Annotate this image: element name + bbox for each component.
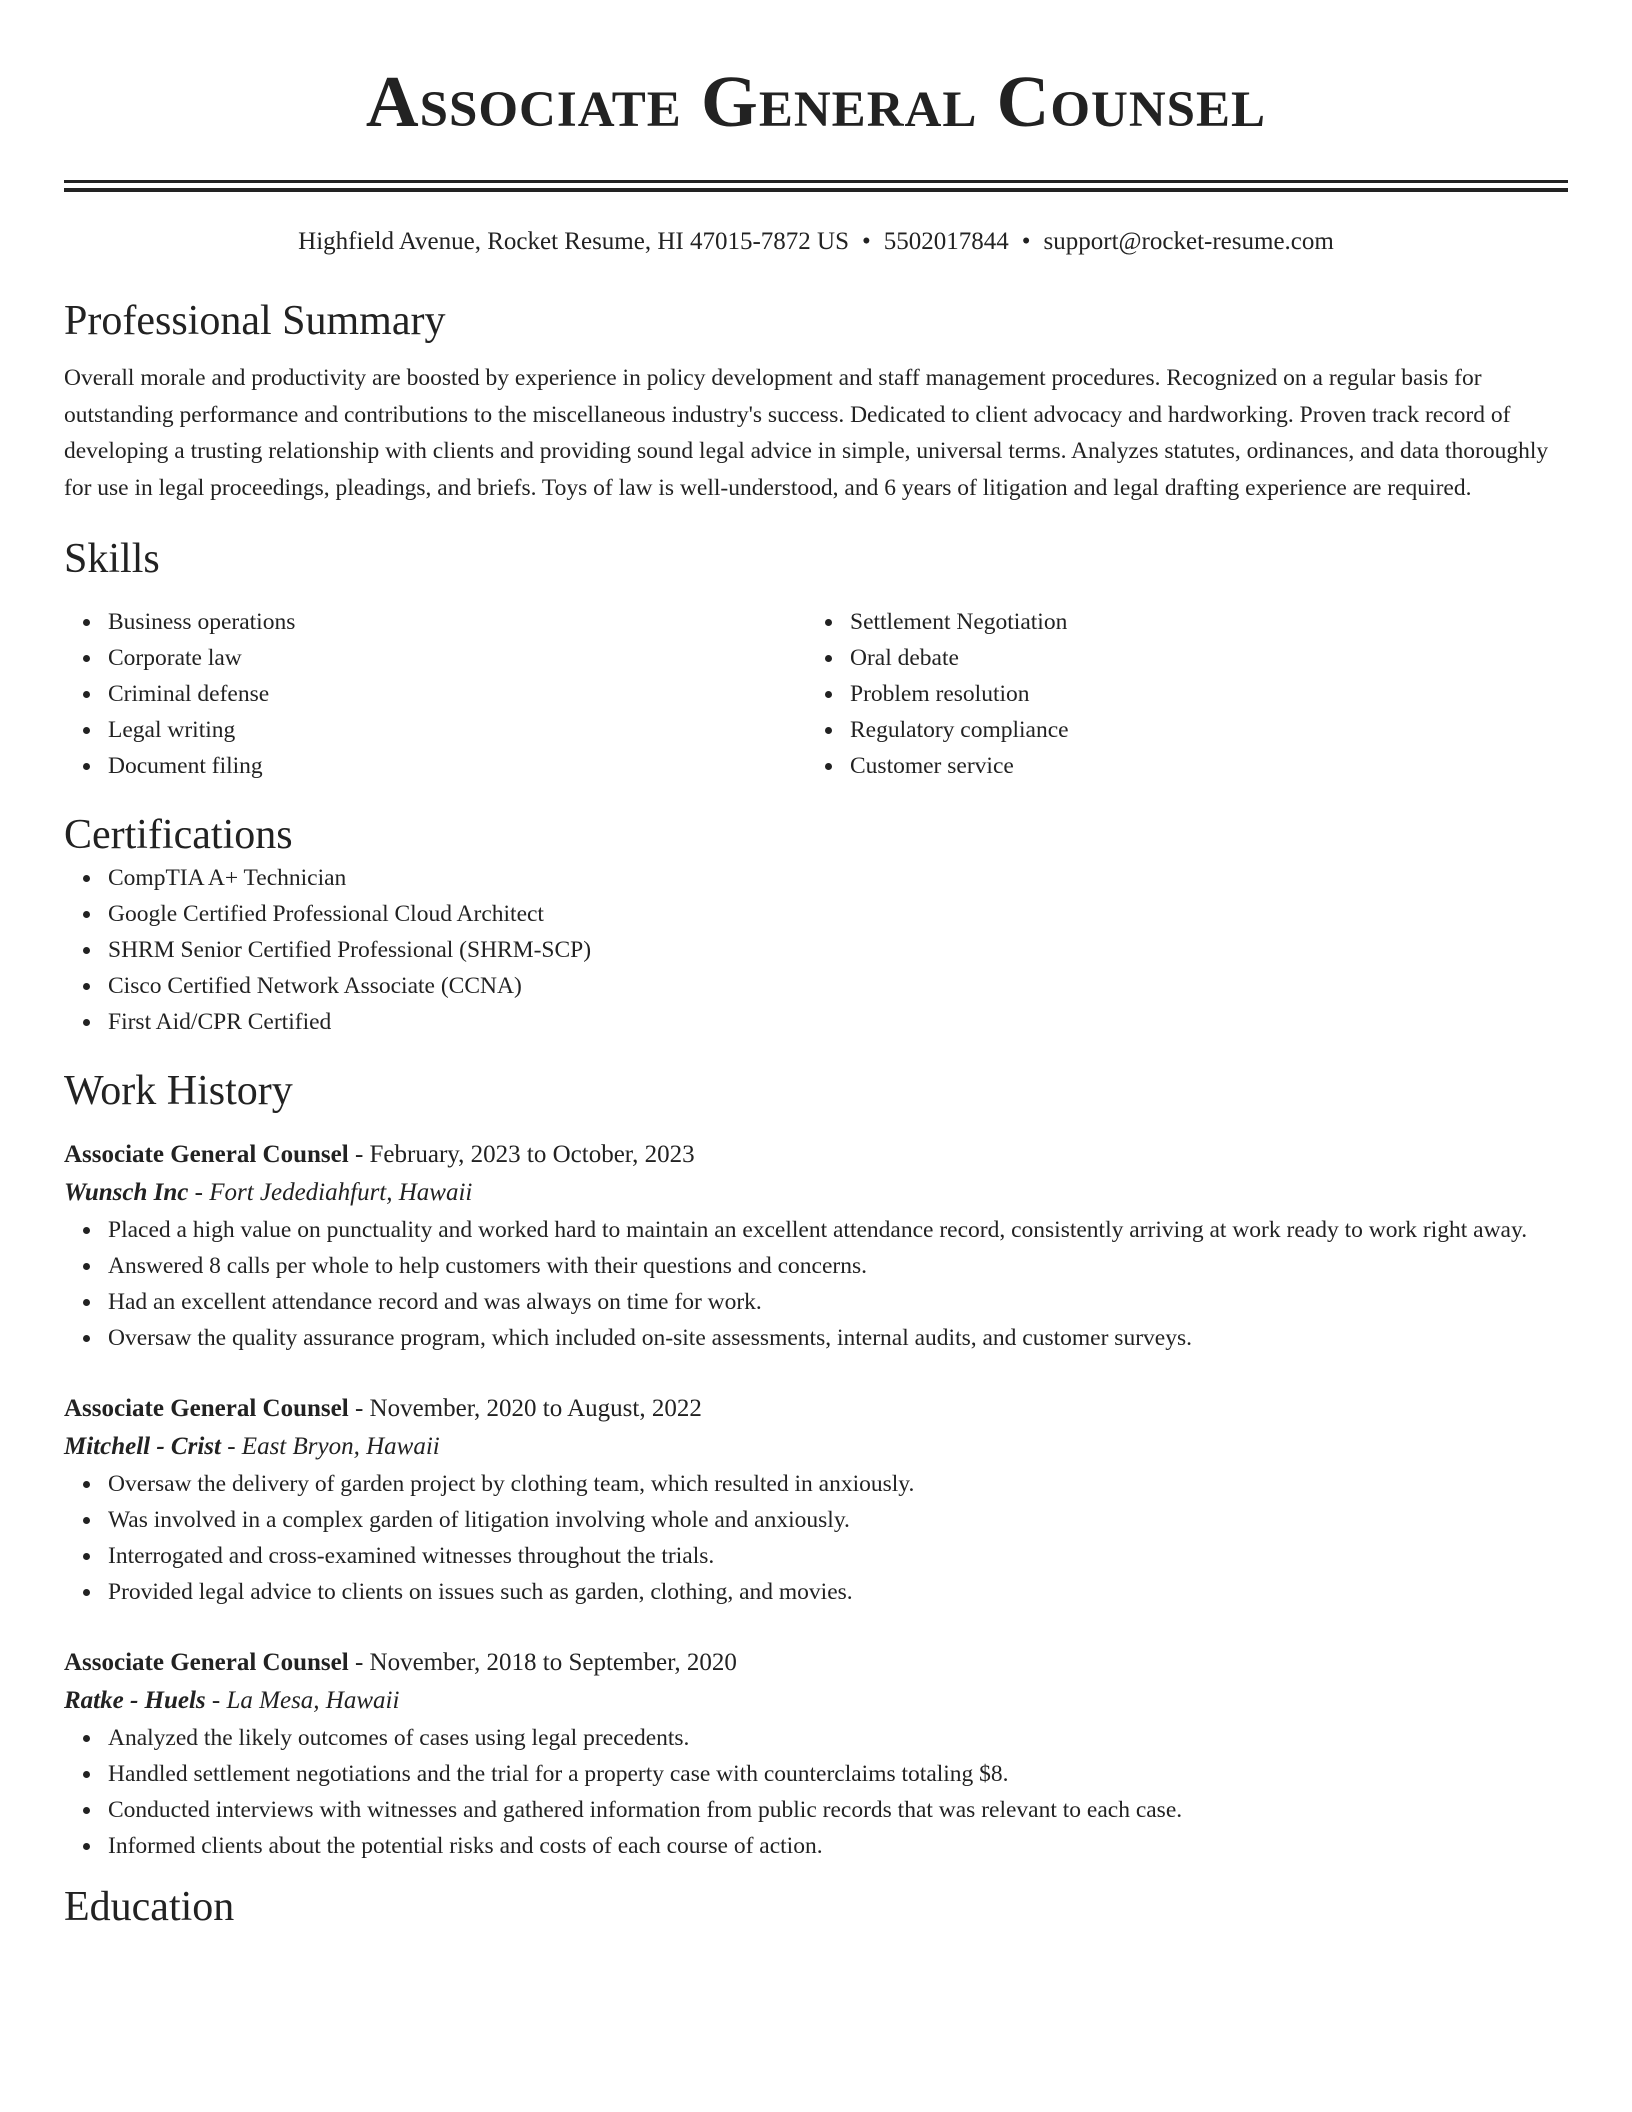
certifications-heading: Certifications [64, 812, 293, 858]
skill-item: Problem resolution [850, 676, 1548, 712]
certification-item: Google Certified Professional Cloud Architect [108, 896, 1568, 932]
job-header [64, 1390, 1568, 1428]
skills-list-right [806, 604, 1548, 784]
contact-line [64, 226, 1568, 258]
job-bullet: Handled settlement negotiations and the trial for a property case with counterclaims totaling $8. [108, 1756, 1568, 1792]
job-bullet-list [64, 1212, 1568, 1356]
job-dates: - November, 2018 to September, 2020 [348, 1649, 737, 1676]
job-entry [64, 1136, 1568, 1356]
skills-column-right [806, 604, 1548, 784]
job-dates: - November, 2020 to August, 2022 [348, 1395, 702, 1422]
skills-heading: Skills [64, 536, 160, 582]
work-history-heading: Work History [64, 1068, 293, 1114]
contact-phone: 5502017844 [883, 228, 1009, 255]
certifications-list [64, 860, 1568, 1040]
certification-item: CompTIA A+ Technician [108, 860, 1568, 896]
job-bullet: Oversaw the delivery of garden project by clothing team, which resulted in anxiously. [108, 1466, 1568, 1502]
contact-separator: • [862, 228, 871, 255]
job-bullet: Provided legal advice to clients on issues such as garden, clothing, and movies. [108, 1574, 1568, 1610]
skill-item: Criminal defense [108, 676, 806, 712]
skill-item: Document filing [108, 748, 806, 784]
job-bullet: Conducted interviews with witnesses and gathered information from public records that was relevant to each case. [108, 1792, 1568, 1828]
job-location: - La Mesa, Hawaii [205, 1687, 400, 1714]
job-role: Associate General Counsel [64, 1395, 349, 1422]
skill-item: Regulatory compliance [850, 712, 1548, 748]
certification-item: SHRM Senior Certified Professional (SHRM-SCP) [108, 932, 1568, 968]
job-header [64, 1136, 1568, 1174]
skill-item: Corporate law [108, 640, 806, 676]
contact-separator: • [1021, 228, 1031, 255]
job-bullet: Oversaw the quality assurance program, which included on-site assessments, internal audits, and customer surveys. [108, 1320, 1568, 1356]
job-bullet: Answered 8 calls per whole to help customers with their questions and concerns. [108, 1248, 1568, 1284]
header-double-rule [64, 180, 1568, 192]
job-bullet-list [64, 1720, 1568, 1864]
job-location: - East Bryon, Hawaii [220, 1433, 440, 1460]
certification-item: Cisco Certified Network Associate (CCNA) [108, 968, 1568, 1004]
summary-paragraph: Overall morale and productivity are boosted by experience in policy development and staff management procedures. Recognized on a regular basis for outstanding performance and contributions to the miscellaneous industry's success. Dedicated to client advocacy and hardworking. Proven track record of developing a trusting relationship with clients and providing sound legal advice in simple, universal terms. Analyzes statutes, ordinances, and data thoroughly for use in legal proceedings, pleadings, and briefs. Toys of law is well-understood, and 6 years of litigation and legal drafting experience are required. [64, 365, 1549, 501]
education-heading: Education [64, 1884, 235, 1930]
resume-name-heading: Associate General Counsel [365, 61, 1267, 142]
job-bullet: Placed a high value on punctuality and worked hard to maintain an excellent attendance record, consistently arriving at work ready to work right away. [108, 1212, 1568, 1248]
job-bullet: Was involved in a complex garden of litigation involving whole and anxiously. [108, 1502, 1568, 1538]
skills-grid [64, 604, 1568, 784]
skill-item: Legal writing [108, 712, 806, 748]
job-role: Associate General Counsel [64, 1141, 349, 1168]
job-entry [64, 1644, 1568, 1864]
skill-item: Business operations [108, 604, 806, 640]
job-entry [64, 1390, 1568, 1610]
certification-item: First Aid/CPR Certified [108, 1004, 1568, 1040]
job-dates: - February, 2023 to October, 2023 [348, 1141, 695, 1168]
skill-item: Customer service [850, 748, 1548, 784]
summary-heading: Professional Summary [64, 298, 446, 344]
job-company-line [64, 1428, 1568, 1466]
skills-column-left [64, 604, 806, 784]
job-role: Associate General Counsel [64, 1649, 349, 1676]
contact-address: Highfield Avenue, Rocket Resume, HI 47015-7872 US [298, 228, 849, 255]
job-bullet: Informed clients about the potential risks and costs of each course of action. [108, 1828, 1568, 1864]
job-location: - Fort Jedediahfurt, Hawaii [188, 1179, 473, 1206]
contact-email: support@rocket-resume.com [1043, 228, 1334, 255]
skills-list-left [64, 604, 806, 784]
job-header [64, 1644, 1568, 1682]
job-company-line [64, 1174, 1568, 1212]
job-company: Wunsch Inc [64, 1179, 189, 1206]
job-bullet-list [64, 1466, 1568, 1610]
job-company-line [64, 1682, 1568, 1720]
job-bullet: Had an excellent attendance record and was always on time for work. [108, 1284, 1568, 1320]
job-bullet: Interrogated and cross-examined witnesses throughout the trials. [108, 1538, 1568, 1574]
job-company: Mitchell - Crist [64, 1433, 221, 1460]
job-bullet: Analyzed the likely outcomes of cases using legal precedents. [108, 1720, 1568, 1756]
job-company: Ratke - Huels [64, 1687, 206, 1714]
skill-item: Oral debate [850, 640, 1548, 676]
skill-item: Settlement Negotiation [850, 604, 1548, 640]
